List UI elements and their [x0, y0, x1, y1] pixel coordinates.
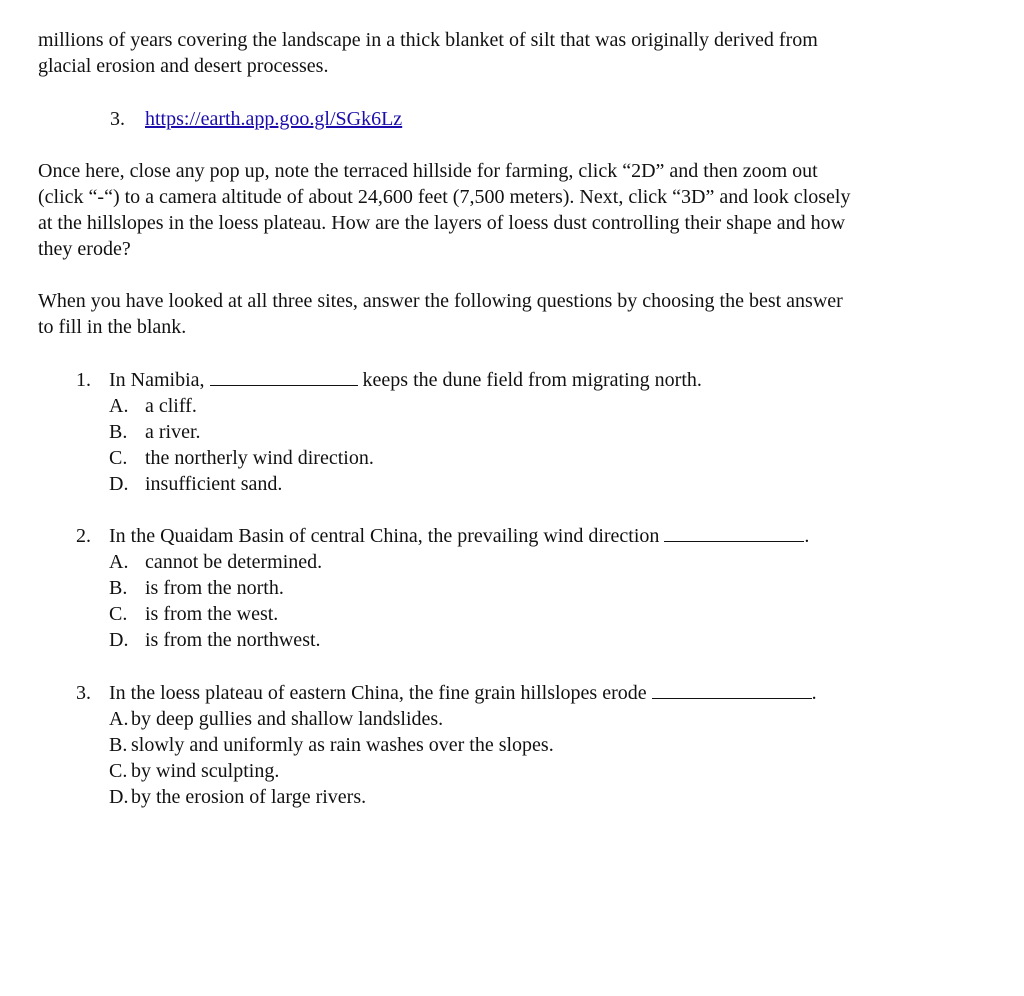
answer-option[interactable] — [76, 549, 809, 575]
answer-option[interactable] — [76, 784, 817, 810]
answer-option[interactable] — [76, 758, 817, 784]
question-text-before: In the Quaidam Basin of central China, the prevailing wind direction — [109, 525, 660, 547]
question-1 — [76, 367, 702, 497]
option-letter: B. — [109, 734, 128, 756]
option-letter: A. — [109, 551, 129, 573]
intro-paragraph — [38, 27, 998, 79]
option-text: insufficient sand. — [145, 473, 283, 495]
question-text-after: . — [804, 525, 810, 547]
list-number: 3. — [110, 108, 125, 130]
directions-line: to fill in the blank. — [38, 316, 187, 338]
option-letter: D. — [109, 629, 129, 651]
option-letter: C. — [109, 760, 128, 782]
question-text-after: . — [811, 682, 817, 704]
directions-line: When you have looked at all three sites, answer the following questions by choosing the best answer — [38, 290, 843, 312]
answer-blank[interactable] — [210, 367, 358, 386]
option-text: by the erosion of large rivers. — [131, 786, 367, 808]
question-stem — [76, 680, 817, 706]
instructions-line: (click “-“) to a camera altitude of about 24,600 feet (7,500 meters). Next, click “3D” and look closely — [38, 186, 851, 208]
option-text: a cliff. — [145, 395, 197, 417]
option-text: the northerly wind direction. — [145, 447, 374, 469]
option-text: slowly and uniformly as rain washes over the slopes. — [131, 734, 554, 756]
question-number: 3. — [76, 682, 91, 704]
answer-option[interactable] — [76, 627, 809, 653]
option-text: by wind sculpting. — [131, 760, 280, 782]
answer-option[interactable] — [76, 471, 702, 497]
instructions-line: they erode? — [38, 238, 131, 260]
option-letter: A. — [109, 708, 129, 730]
instructions-line: at the hillslopes in the loess plateau. How are the layers of loess dust controlling their shape and how — [38, 212, 846, 234]
option-text: cannot be determined. — [145, 551, 323, 573]
intro-line: millions of years covering the landscape in a thick blanket of silt that was originally derived from — [38, 29, 818, 51]
instructions-paragraph — [38, 158, 998, 262]
option-text: is from the northwest. — [145, 629, 321, 651]
option-letter: D. — [109, 786, 129, 808]
question-number: 1. — [76, 369, 91, 391]
option-text: a river. — [145, 421, 201, 443]
link-list-item — [110, 106, 402, 132]
question-stem — [76, 367, 702, 393]
instructions-line: Once here, close any pop up, note the terraced hillside for farming, click “2D” and then zoom out — [38, 160, 818, 182]
directions-paragraph — [38, 288, 998, 340]
google-earth-link[interactable]: https://earth.app.goo.gl/SGk6Lz — [145, 108, 403, 130]
option-letter: B. — [109, 421, 128, 443]
answer-option[interactable] — [76, 706, 817, 732]
option-text: by deep gullies and shallow landslides. — [131, 708, 444, 730]
option-letter: A. — [109, 395, 129, 417]
question-text-after: keeps the dune field from migrating north. — [362, 369, 702, 391]
question-2 — [76, 523, 809, 653]
answer-option[interactable] — [76, 732, 817, 758]
question-number: 2. — [76, 525, 91, 547]
intro-line: glacial erosion and desert processes. — [38, 55, 329, 77]
option-letter: D. — [109, 473, 129, 495]
answer-option[interactable] — [76, 601, 809, 627]
option-text: is from the north. — [145, 577, 284, 599]
option-letter: C. — [109, 447, 128, 469]
answer-option[interactable] — [76, 419, 702, 445]
answer-blank[interactable] — [664, 523, 804, 542]
option-letter: B. — [109, 577, 128, 599]
question-stem — [76, 523, 809, 549]
answer-option[interactable] — [76, 575, 809, 601]
option-letter: C. — [109, 603, 128, 625]
option-text: is from the west. — [145, 603, 279, 625]
question-3 — [76, 680, 817, 810]
answer-option[interactable] — [76, 445, 702, 471]
question-text-before: In the loess plateau of eastern China, the fine grain hillslopes erode — [109, 682, 647, 704]
question-text-before: In Namibia, — [109, 369, 205, 391]
answer-blank[interactable] — [652, 680, 812, 699]
answer-option[interactable] — [76, 393, 702, 419]
